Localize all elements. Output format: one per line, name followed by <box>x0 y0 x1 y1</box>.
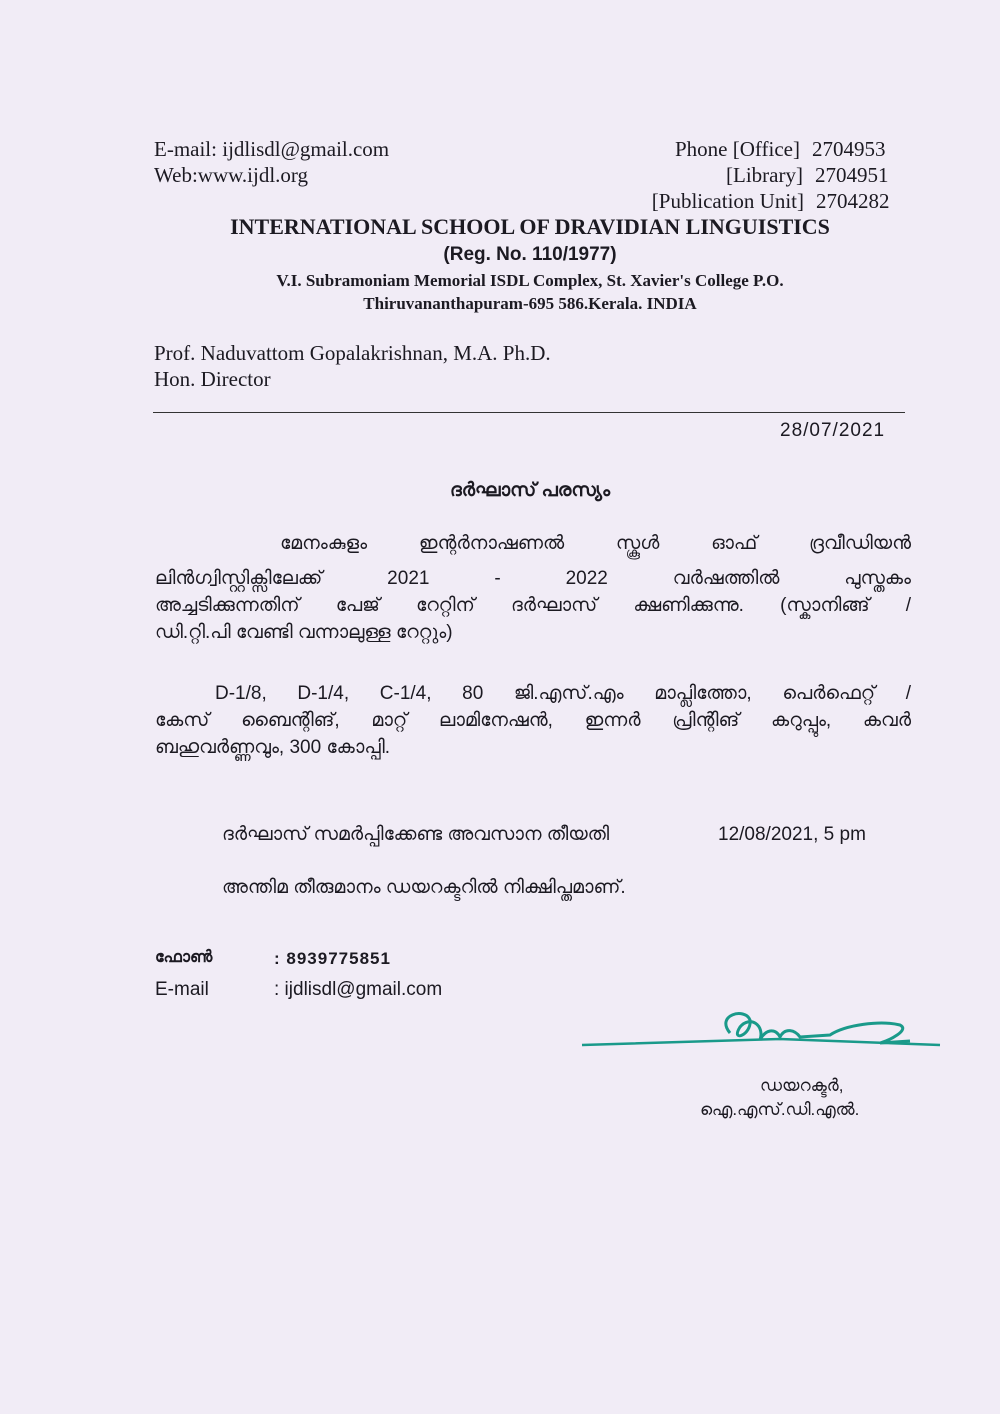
signature-image <box>580 1005 945 1065</box>
final-note: അന്തിമ തീരുമാനം ഡയറക്ടറിൽ നിക്ഷിപ്തമാണ്. <box>222 877 626 898</box>
phone-publication-number: 2704282 <box>816 189 890 213</box>
phone-library-label: [Library] <box>726 163 803 187</box>
director-title: Hon. Director <box>154 367 271 391</box>
phone-office-label: Phone [Office] <box>675 137 800 161</box>
paragraph-2-line: D-1/8, D-1/4, C-1/4, 80 ജി.എസ്.എം മാപ്ലിത്തോ, പെർഫെറ്റ് / <box>215 683 911 704</box>
phone-publication-label: [Publication Unit] <box>651 189 804 213</box>
phone-value: : 8939775851 <box>274 949 391 968</box>
paragraph-2-line: കേസ് ബൈന്റിങ്, മാറ്റ് ലാമിനേഷൻ, ഇന്നർ പ്രിന്റിങ് കറുപ്പും, കവർ <box>155 710 911 731</box>
deadline-value: 12/08/2021, 5 pm <box>718 824 866 845</box>
phone-office-number: 2704953 <box>812 137 886 161</box>
header-divider <box>153 412 905 413</box>
deadline-label: ദർഘാസ് സമർപ്പിക്കേണ്ട അവസാന തീയതി <box>222 824 610 845</box>
paragraph-1 <box>155 530 911 646</box>
header-email: E-mail: ijdlisdl@gmail.com <box>154 137 390 161</box>
phone-label: ഫോൺ <box>155 949 213 966</box>
signatory-org: ഐ.എസ്.ഡി.എൽ. <box>700 1100 860 1119</box>
paragraph-2 <box>155 680 911 761</box>
email-label: E-mail <box>155 979 209 1000</box>
email-value: : ijdlisdl@gmail.com <box>274 979 443 1000</box>
signatory-title: ഡയറക്ടർ, <box>760 1076 844 1095</box>
paragraph-1-line: മേനംകുളം ഇന്റർനാഷണൽ സ്കൂൾ ഓഫ് ദ്രവീഡിയൻ <box>280 533 911 554</box>
paragraph-2-line: ബഹുവർണ്ണവും, 300 കോപ്പി. <box>155 737 390 758</box>
registration-number: (Reg. No. 110/1977) <box>443 244 617 265</box>
paragraph-1-line: ഡി.റ്റി.പി വേണ്ടി വന്നാലുള്ള റേറ്റും) <box>155 622 453 643</box>
address-line-1: V.I. Subramoniam Memorial ISDL Complex, St. Xavier's College P.O. <box>276 271 784 290</box>
paragraph-1-line: ലിൻഗ്വിസ്റ്റിക്സിലേക്ക് 2021 - 2022 വർഷത്തിൽ പുസ്തകം <box>155 568 911 589</box>
institution-name: INTERNATIONAL SCHOOL OF DRAVIDIAN LINGUISTICS <box>230 214 830 239</box>
director-name: Prof. Naduvattom Gopalakrishnan, M.A. Ph.D. <box>154 341 551 365</box>
header-web: Web:www.ijdl.org <box>154 163 309 187</box>
letter-date: 28/07/2021 <box>780 420 886 441</box>
paragraph-1-line: അച്ചടിക്കുന്നതിന് പേജ് റേറ്റിന് ദർഘാസ് ക്ഷണിക്കുന്നു. (സ്കാനിങ്ങ് / <box>155 595 911 616</box>
address-line-2: Thiruvananthapuram-695 586.Kerala. INDIA <box>363 294 697 313</box>
notice-heading: ദർഘാസ് പരസ്യം <box>449 480 611 501</box>
phone-library-number: 2704951 <box>815 163 889 187</box>
